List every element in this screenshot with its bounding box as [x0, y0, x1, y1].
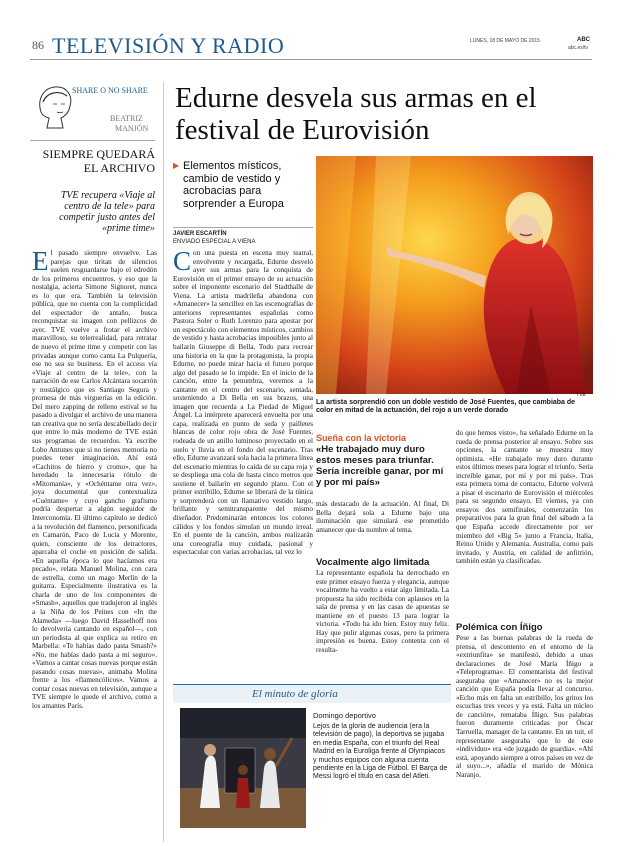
byline-divider [173, 227, 313, 228]
column-title: SIEMPRE QUEDARÁ EL ARCHIVO [42, 147, 155, 175]
main-photo [316, 156, 593, 394]
header-divider [30, 59, 592, 60]
glory-text: Lejos de la gloria de audiencia (era la televisión de pago), la deportiva se jugaba en media España, con el triunfo del Real Madrid en la Euroliga frente al Olympiacos y muchos equipos con alguna cuenta pendiente en la Liga de Fútbol. El Barça de Messi logró el título en casa del Atleti. [313, 723, 448, 781]
column-author-last: MANJÓN [115, 124, 149, 133]
section-title: TELEVISIÓN Y RADIO [52, 33, 285, 58]
column-label: SHARE O NO SHARE [72, 86, 148, 95]
glory-day: Domingo deportivo [313, 711, 376, 720]
photo-caption: La artista sorprendió con un doble vestido de José Fuentes, que cambiaba de color en mitad de la actuación, del rojo a un verde dorado [316, 399, 576, 415]
article-body-text-1: on una puesta en escena muy teatral, envolvente y recargada, Edurne desveló ayer sus armas para la conquista de Eurovisión en el primer ensayo de su actuación sobre el imponente escenario del Stadthalle de Viena. La artista madrileña abandona con «Amanecer» la sencillez en las escenografías de anteriores representantes españolas como Pastora Soler o Ruth Lorenzo para apostar por un espectáculo con elementos místicos, cambios de vestido y hasta acrobacias imposibles junto al bailarín Giuseppe di Bella. Todo para recrear una historia en la que la protagonista, la propia Edurne, no puede mirar hacia el futuro porque algo del pasado se lo impide. En el inicio de la canción, entre la penumbra, veremos a la cantante en el centro del escenario, sentada, sosteniendo a Di Bella en sus brazos, una imagen que recuerda a La Piedad de Miguel Ángel. La intérprete aparecerá envuelta por una capa, realizada en punto de seda y pailletes blancas de color rojo obra de José Fuentes, rodeada de un anillo luminoso proyectado en el suelo y lluvia en el fondo del escenario. Tras ello, Edurne avanzará sola hacia la primera línea del escenario mientras lo caída de su capa roja y se despliega una cola de hasta cinco metros que sostiene el bailarín en segundo plano. Con el primer estribillo, Edurne se liberará de la túnica y sorprenderá con un llamativo vestido largo, brillante y semitransparente del mismo diseñador. Predominarán entonces los colores cálidos y los fondos simulan un mundo irreal. En el puente de la canción, ambos realizarán una coreografía muy cuidada, pasional y espectacular con varias acrobacias, tal vez lo [173, 249, 313, 557]
column-body-text: l pasado siempre envuelve. Las parejas que tiritan de silencios suelen resguardarse bajo el edredón de los primeros encuentros, y eso que la nostalgia, acierta Simone Signoret, nunca es lo que era. También la televisión pública, que no cuenta con la complicidad del espectador de antaño, busca reconquistar su imagen con pellizcos de ayer. TVE vuelve a frotar el archivo maravilloso, su telerrealidad, para retratar de nuevo el prime time y competir con las privadas aunque como canta La Pulquería, ese no sea su business. En el access vía «Viaje al centro de la tele», con la narración de ese Carlos Alcántara socarrón y nostálgico que es Santiago Segura y promesa de más virguerías en la edición. Del mero zapping de relleno estival se ha pasado a divulgar el archivo de una manera tan creativa que no sería descabellado decir que entre lo más moderno de TVE están sus programas de recuerdos. Ya escribe Lobo Antunes que si no tienes memoria no puedes tener imaginación. Ahí está «Cachitos de hierro y cromo», que ha heredado la innecesaria rótulo de «Mitomanía», y «Ochéntame otra vez», joya documental que contextualiza «Cuéntame» y cuyo gancho grafismo podría despertar a algún seguidor de Interconomía. El último capítulo se dedicó a la revolución del flamenco, personificada en Camarón, Paco de Lucía y Morente, quien, consciente de los detractores, aparcaba el coche en posición de salida. «En aquella época lo que hacíamos era pecado», relata Manuel Molina, con cara de estrella, como un mago Merlín de la guitarra. Especialmente ilustrativa es la charla de uno de los componentes de «Smash», aquellos que tradujeron al inglés a la Niña de los Peines con «In the Alameda» —luego David Hasselhoff nos lo devolvería cantando en español—, con un periodista al que explica su retiro en Marbella: «Te habías dado pasta Smash?» «No, me habías dado pasta a mí seguro». «Vamos a cantar cosas nuevas porque están pasando cosas nuevas», animaba Molina frente a los «flamencólicos». Vamos a contar cosas nuevas en televisión, aunque a TVE siempre le quede el archivo, como a los amantes París. [32, 249, 157, 710]
column-dropcap: E [32, 246, 49, 276]
byline-author: JAVIER ESCARTÍN [173, 231, 227, 237]
article-body-column-3: do que hemos visto», ha señalado Edurne en la rueda de prensa posterior al ensayo. Sobre sus opciones, la cantante se muestra muy optimista. «He trabajado muy duro durante estos últimos meses para lograr el triunfo. Sería increíble ganar, por mí y por mi país». Tras esta primera toma de contacto, Edurne volverá a pisar el escenario de Eurovisión el miércoles para su segundo ensayo. El viernes, ya con ensayos dos semifinales, comenzarán los preparativos para la gran final del sábado a la que España accede directamente por ser miembro del «Big 5» junto a Francia, Italia, Reino Unido y Alemania. Australia, como país invitado, y Austria, en calidad de anfitrión, también están ya clasificadas. [456, 429, 593, 566]
headline: Edurne desvela sus armas en el festival de Eurovisión [175, 82, 537, 146]
column-body [32, 246, 157, 711]
header-date: LUNES, 18 DE MAYO DE 2015 [470, 38, 540, 44]
subheading-vocal: Vocalmente algo limitada [316, 557, 430, 568]
header-brand: ABC [577, 37, 590, 43]
glory-title: El minuto de gloria [252, 688, 338, 700]
subhead-arrow-icon: ▶ [173, 161, 180, 170]
article-body-column-1 [173, 246, 313, 557]
pull-quote: «He trabajado muy duro estos meses para triunfar. Sería increíble ganar, por mí y por mi país» [316, 444, 444, 488]
header-site: abc.es/tv [568, 45, 589, 51]
article-body-column-2: más destacado de la actuación. Al final, Di Bella dejará sola a Edurne bajo una iluminación que simulará ese prometido amanecer que da nombre al tema. [316, 500, 449, 534]
column-subtitle: TVE recupera «Viaje al centro de la tele» para competir justo antes del «prime time» [59, 190, 155, 234]
article-body-column-3b: Pese a las buenas palabras de la rueda de prensa, el descontento en el entorno de la «extriunfita» se manifestó, debido a unas declaraciones de José María Íñigo a «Teleprograma». El comentarista del festival aseguraba que «Amanecer» no es la mejor canción que España podía llevar al concurso. «Echo más en falta un estribillo, los gritos los escuchas tres veces y ya está. Falta un núcleo de canción», remataba Íñigo. Sus palabras fueron duramente criticadas por Óscar Tarruella, manager de la cantante. En un tuit, el representante aseguraba que lo de este «individuo» era «de juzgado de guardia». «Ahí está, apoyando siempre a otros países en vez de al suyo...», añadía el marido de Mónica Naranjo. [456, 634, 593, 779]
glory-photo [180, 708, 306, 828]
column-divider [30, 140, 155, 141]
subhead: Elementos místicos, cambio de vestido y acrobacias para sorprender a Europa [183, 160, 284, 210]
page-number: 86 [32, 38, 44, 52]
column-author-first: BEATRIZ [110, 114, 143, 123]
byline-role: ENVIADO ESPECIAL A VIENA [173, 239, 256, 245]
quote-kicker: Sueña con la victoria [316, 433, 407, 443]
column-vertical-divider [163, 82, 164, 842]
subheading-polemica: Polémica con Íñigo [456, 622, 543, 633]
article-body-column-2b: La representante española ha derrochado en este primer ensayo fuerza y elegancia, aunque vocalmente ha vuelto a estar algo limitada. La propuesta ha sido recibida con aplausos en la sala de prensa y en las casas de apuestas se mantiene en el puesto 13 para lograr la victoria. «Todo ha ido bien. Estoy muy feliz. Hay que pulir algunas cosas, pero la primera impresión es buena. Estoy contenta con el resulta- [316, 569, 449, 654]
article-dropcap: C [173, 246, 192, 276]
photo-credit: TVE [576, 392, 586, 398]
